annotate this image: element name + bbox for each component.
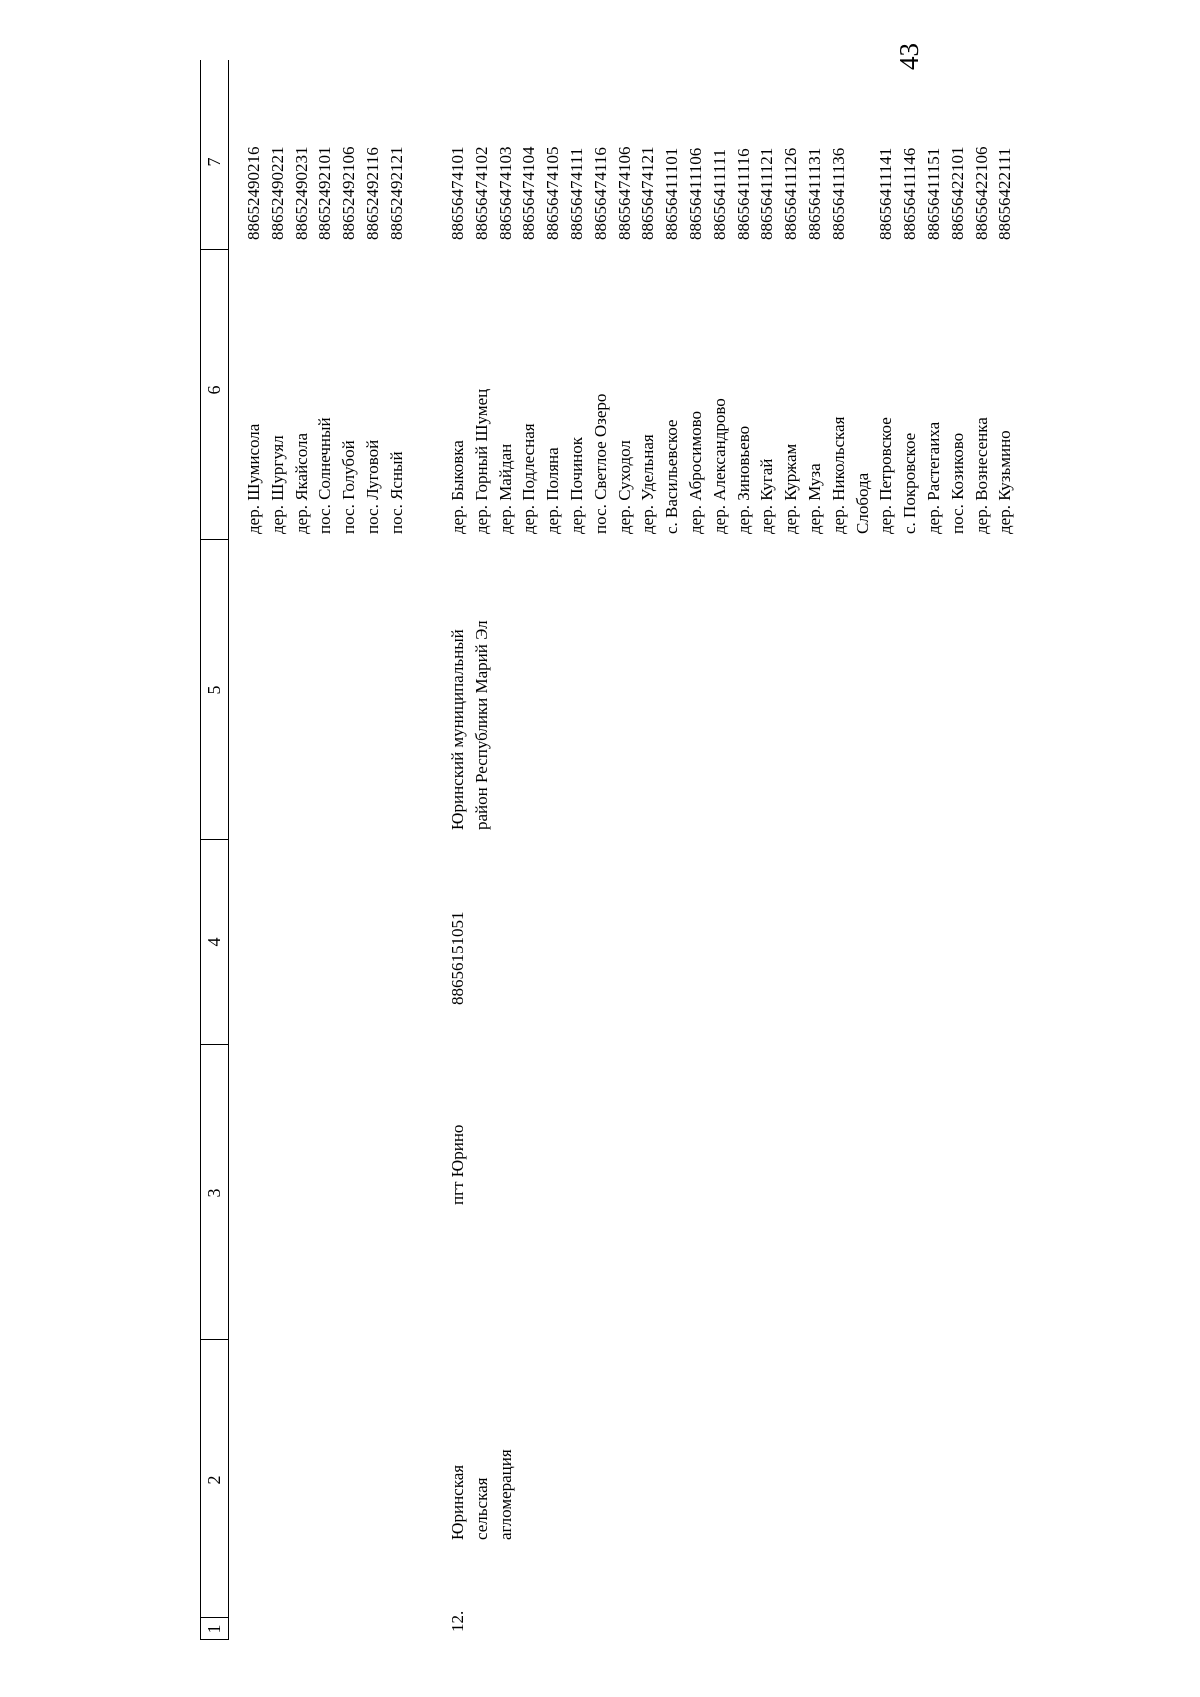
header-col-separator [200, 539, 228, 540]
oktmo-code: 88656411146 [900, 147, 920, 240]
settlement-name: дер. Александрово [709, 398, 729, 534]
oktmo-code: 88656474111 [566, 147, 586, 240]
page-number: 43 [894, 43, 924, 70]
oktmo-code: 88656411151 [923, 147, 943, 240]
oktmo-code-empty [851, 147, 875, 241]
oktmo-code: 88652490231 [291, 146, 311, 240]
settlement-name: Слобода [852, 472, 872, 534]
settlement-name: дер. Шумисола [244, 423, 263, 534]
settlement-name: дер. Подлесная [519, 423, 539, 534]
settlement-name: дер. Петровское [876, 417, 896, 534]
rotated-table [200, 60, 1060, 1640]
header-col-2: 2 [204, 1475, 224, 1485]
oktmo-code: 88656474121 [638, 146, 658, 240]
settlement-name: дер. Муза [804, 463, 824, 534]
oktmo-code: 88656411121 [757, 147, 777, 240]
oktmo-code: 88656474102 [471, 146, 491, 240]
header-top-border [200, 60, 201, 1640]
oktmo-code: 88656422106 [971, 146, 991, 240]
oktmo-code: 88656411131 [804, 147, 824, 240]
settlement-name: дер. Майдан [495, 443, 515, 534]
settlement-name: с. Васильевское [662, 419, 682, 534]
oktmo-code: 88656411126 [781, 147, 801, 240]
oktmo-code: 88656411101 [662, 147, 682, 240]
agglomeration-name [446, 1449, 517, 1540]
oktmo-code: 88652492101 [315, 146, 335, 240]
oktmo-code: 88656411116 [733, 148, 753, 240]
oktmo-code: 88656474106 [614, 146, 634, 240]
oktmo-code: 88656474104 [519, 146, 539, 240]
header-col-3: 3 [204, 1188, 224, 1198]
settlement-name: дер. Растегаиха [923, 421, 943, 534]
oktmo-code: 88656411136 [828, 147, 848, 240]
settlement-name: дер. Абросимово [685, 411, 705, 534]
oktmo-code: 88656474116 [590, 147, 610, 240]
settlement-name: пос. Солнечный [315, 417, 335, 534]
settlement-name: дер. Вознесенка [971, 417, 991, 534]
agglomeration-line: агломерация [495, 1449, 515, 1540]
header-col-separator [200, 1044, 228, 1045]
oktmo-code: 88656411141 [876, 147, 896, 240]
row12-codes [446, 147, 1017, 241]
settlement-name: дер. Куржам [781, 443, 801, 534]
row12-settlements [446, 389, 1017, 534]
district-line: Юринский муниципальный [448, 629, 467, 830]
header-col-separator [200, 1639, 228, 1640]
header-col-separator [200, 1339, 228, 1340]
oktmo-code: 88652490216 [244, 146, 263, 240]
oktmo-code: 88652492106 [339, 146, 359, 240]
oktmo-code: 88656474103 [495, 146, 515, 240]
header-col-4: 4 [204, 937, 224, 947]
settlement-name: пос. Ясный [386, 451, 406, 534]
header-col-6: 6 [204, 385, 224, 395]
settlement-name: дер. Шургуял [267, 435, 287, 534]
municipal-district [446, 620, 494, 830]
top-group-settlements [242, 417, 409, 534]
top-group-codes [242, 147, 409, 241]
header-col-separator [200, 1617, 228, 1618]
header-col-5: 5 [204, 685, 224, 695]
settlement-name: дер. Кугай [757, 458, 777, 534]
settlement-name: дер. Кузьмино [995, 430, 1015, 534]
center-code: 88656151051 [448, 911, 467, 1005]
oktmo-code: 88656411106 [685, 147, 705, 240]
settlement-name: дер. Никольская [828, 416, 848, 534]
settlement-name: дер. Быковка [448, 440, 467, 534]
agglomeration-line: Юринская [448, 1464, 467, 1540]
district-line: район Республики Марий Эл [471, 620, 491, 830]
header-col-1: 1 [204, 1624, 224, 1634]
settlement-name: пос. Луговой [362, 439, 382, 534]
settlement-name: пос. Светлое Озеро [590, 393, 610, 534]
settlement-name: дер. Починок [566, 436, 586, 534]
settlement-name: дер. Якайсола [291, 432, 311, 534]
oktmo-code: 88656411111 [709, 149, 729, 240]
row-number: 12. [448, 1610, 467, 1632]
header-bottom-border [228, 60, 229, 1640]
header-col-7: 7 [204, 157, 224, 167]
center-settlement: пгт Юрино [448, 1124, 467, 1205]
oktmo-code: 88656422111 [995, 147, 1015, 240]
settlement-name: дер. Зиновьево [733, 425, 753, 534]
oktmo-code: 88652492121 [386, 146, 406, 240]
header-col-separator [200, 839, 228, 840]
oktmo-code: 88652492116 [362, 147, 382, 240]
settlement-name: с. Покровское [900, 432, 920, 534]
oktmo-code: 88656422101 [947, 146, 967, 240]
oktmo-code: 88652490221 [267, 146, 287, 240]
agglomeration-line: сельская [471, 1477, 491, 1540]
header-col-separator [200, 249, 228, 250]
settlement-name: дер. Поляна [543, 447, 563, 534]
oktmo-code: 88656474105 [543, 146, 563, 240]
settlement-name: пос. Козиково [947, 432, 967, 534]
oktmo-code: 88656474101 [448, 146, 467, 240]
settlement-name: дер. Суходол [614, 440, 634, 534]
settlement-name: дер. Горный Шумец [471, 388, 491, 534]
settlement-name: пос. Голубой [339, 440, 359, 534]
settlement-name: дер. Удельная [638, 434, 658, 534]
